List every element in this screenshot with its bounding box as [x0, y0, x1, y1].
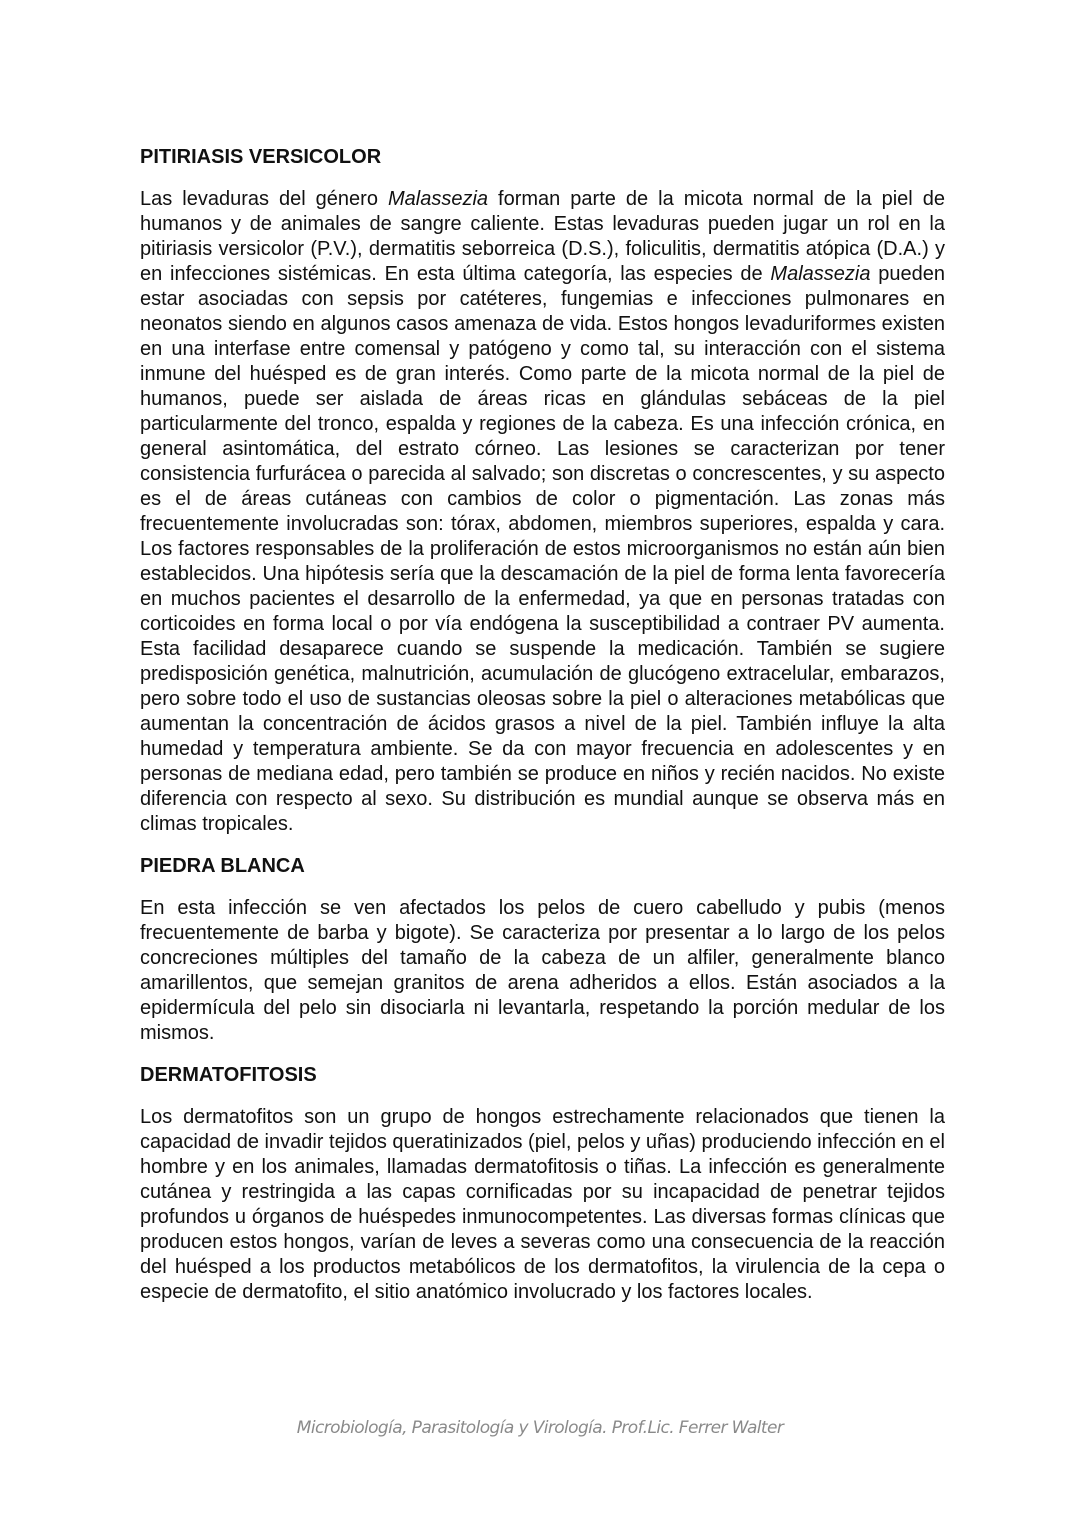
- section-title-piedra-blanca: PIEDRA BLANCA: [140, 855, 305, 877]
- document-page: [140, 143, 945, 1305]
- section-title-pitiriasis-versicolor: PITIRIASIS VERSICOLOR: [140, 146, 382, 168]
- paragraph-text: pueden estar asociadas con sepsis por catéteres, fungemias e infecciones pulmonares en neonatos siendo en algunos casos amenaza de vida. Estos hongos levaduriformes existen en una interfase entre comensal y patógeno y como tal, su interacción con el sistema inmune del huésped es de gran interés. Como parte de la micota normal de la piel de humanos, puede ser aislada de áreas ricas en glándulas sebáceas de la piel particularmente del tronco, espalda y regiones de la cabeza. Es una infección crónica, en general asintomática, del estrato córneo. Las lesiones se caracterizan por tener consistencia furfurácea o parecida al salvado; son discretas o concrescentes, y su aspecto es el de áreas cutáneas con cambios de color o pigmentación. Las zonas más frecuentemente involucradas son: tórax, abdomen, miembros superiores, espalda y cara. Los factores responsables de la proliferación de estos microorganismos no están aún bien establecidos. Una hipótesis sería que la descamación de la piel de forma lenta favorecería en muchos pacientes el desarrollo de la enfermedad, ya que en personas tratadas con corticoides en forma local o por vía endógena la susceptibilidad a contraer PV aumenta. Esta facilidad desaparece cuando se suspende la medicación. También se sugiere predisposición genética, malnutrición, acumulación de glucógeno extracelular, embarazos, pero sobre todo el uso de sustancias oleosas sobre la piel o alteraciones metabólicas que aumentan la concentración de ácidos grasos a nivel de la piel. También influye la alta humedad y temperatura ambiente. Se da con mayor frecuencia en adolescentes y en personas de mediana edad, pero también se produce en niños y recién nacidos. No existe diferencia con respecto al sexo. Su distribución es mundial aunque se observa más en climas tropicales.: [140, 263, 945, 835]
- page-footer: Microbiología, Parasitología y Virología. Prof.Lic. Ferrer Walter: [296, 1418, 784, 1438]
- paragraph-text: forman parte de la micota normal de la piel de humanos y de animales de sangre caliente. Estas levaduras pueden jugar un rol en la pitiriasis versicolor (P.V.), dermatitis seborreica (D.S.), foliculitis, dermatitis atópica (D.A.) y en infecciones sistémicas. En esta última categoría, las especies de: [140, 188, 945, 285]
- section-paragraph-piedra-blanca: En esta infección se ven afectados los pelos de cuero cabelludo y pubis (menos frecuentemente de barba y bigote). Se caracteriza por presentar a lo largo de los pelos concreciones múltiples del tamaño de la cabeza de un alfiler, generalmente blanco amarillentos, que semejan granitos de arena adheridos a ellos. Están asociados a la epidermícula del pelo sin disociarla ni levantarla, respetando la porción medular de los mismos.: [140, 897, 945, 1044]
- paragraph-italic-term: Malassezia: [770, 263, 871, 285]
- section-paragraph-dermatofitosis: Los dermatofitos son un grupo de hongos estrechamente relacionados que tienen la capacidad de invadir tejidos queratinizados (piel, pelos y uñas) produciendo infección en el hombre y en los animales, llamadas dermatofitosis o tiñas. La infección es generalmente cutánea y restringida a las capas cornificadas por su incapacidad de penetrar tejidos profundos u órganos de huéspedes inmunocompetentes. Las diversas formas clínicas que producen estos hongos, varían de leves a severas como una consecuencia de la reacción del huésped a los productos metabólicos de los dermatofitos, la virulencia de la cepa o especie de dermatofito, el sitio anatómico involucrado y los factores locales.: [140, 1106, 945, 1303]
- section-title-dermatofitosis: DERMATOFITOSIS: [140, 1064, 317, 1086]
- paragraph-text: Las levaduras del género: [140, 188, 388, 210]
- section-paragraph-pitiriasis-versicolor: [140, 187, 945, 837]
- paragraph-italic-term: Malassezia: [387, 188, 489, 210]
